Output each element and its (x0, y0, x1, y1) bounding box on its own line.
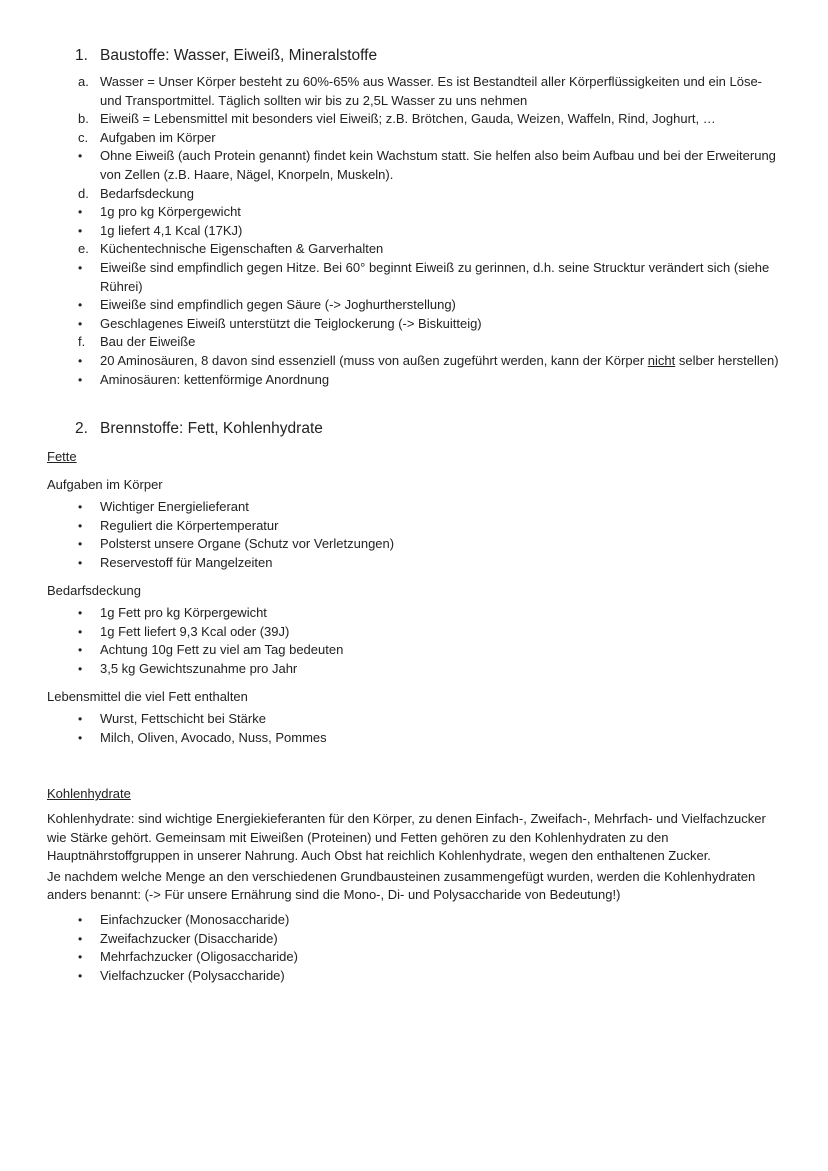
bullet-marker: • (78, 662, 83, 677)
list-item-text: Bau der Eiweiße (100, 334, 196, 350)
list-item (47, 73, 784, 110)
list-item-text: 1g Fett liefert 9,3 Kcal oder (39J) (100, 623, 290, 639)
bullet-marker: • (78, 712, 83, 727)
list-item-text: Reguliert die Körpertemperatur (100, 517, 279, 533)
list-item (47, 352, 784, 371)
list-item (47, 147, 784, 184)
list-item-text: Zweifachzucker (Disaccharide) (100, 930, 278, 946)
list-item (47, 259, 784, 296)
section-2-number: 2. (75, 420, 88, 438)
list-item-text: 1g Fett pro kg Körpergewicht (100, 605, 267, 621)
list-item-text: Bedarfsdeckung (100, 185, 194, 201)
section-1-heading (75, 46, 784, 66)
list-item (47, 185, 784, 204)
list-item-text: Eiweiß = Lebensmittel mit besonders viel Eiweiß; z.B. Brötchen, Gauda, Weizen, Waffeln, Rind, Joghurt, … (100, 111, 716, 127)
fette-bedarfsdeckung-list (47, 604, 784, 678)
section-1-list (47, 73, 784, 389)
list-item (47, 315, 784, 334)
list-item-text: Milch, Oliven, Avocado, Nuss, Pommes (100, 729, 327, 745)
fette-aufgaben-list (47, 498, 784, 572)
list-marker: e. (78, 241, 89, 257)
bullet-marker: • (78, 500, 83, 515)
bullet-marker: • (78, 223, 83, 238)
list-item (47, 554, 784, 573)
list-marker: c. (78, 129, 89, 145)
list-item (47, 930, 784, 949)
bullet-marker: • (78, 149, 83, 164)
list-item-text: Küchentechnische Eigenschaften & Garverhalten (100, 241, 384, 257)
bullet-marker: • (78, 316, 83, 331)
bullet-marker: • (78, 518, 83, 533)
group-label-bedarfsdeckung: Bedarfsdeckung (47, 582, 141, 598)
section-1-title: Baustoffe: Wasser, Eiweiß, Mineralstoffe (100, 47, 378, 64)
bullet-marker: • (78, 606, 83, 621)
list-item (47, 967, 784, 986)
text-segment: selber herstellen) (675, 352, 779, 368)
bullet-marker: • (78, 968, 83, 983)
bullet-marker: • (78, 353, 83, 368)
list-item (47, 517, 784, 536)
list-item (47, 333, 784, 352)
list-item (47, 498, 784, 517)
list-item-text: Achtung 10g Fett zu viel am Tag bedeuten (100, 642, 344, 658)
bullet-marker: • (78, 372, 83, 387)
list-item-text: Vielfachzucker (Polysaccharide) (100, 967, 285, 983)
list-item (47, 371, 784, 390)
text-segment: 20 Aminosäuren, 8 davon sind essenziell (muss von außen zugeführt werden, kann der Körper (100, 352, 648, 368)
list-item (47, 129, 784, 148)
list-item (47, 641, 784, 660)
kohlenhydrate-paragraph: Kohlenhydrate: sind wichtige Energiekieferanten für den Körper, zu denen Einfach-, Zweifach-, Mehrfach- und Vielfachzucker wie Stärke gehört. Gemeinsam mit Eiweißen (Proteinen) und Fetten gehören zu den Kohlenhydraten zu den Hauptnährstoffgruppen in unserer Nahrung. Auch Obst hat reichlich Kohlenhydrate, wegen den enthaltenen Zucker. (47, 811, 766, 864)
underlined-word: nicht (647, 352, 676, 368)
section-1-number: 1. (75, 47, 88, 64)
list-item (47, 623, 784, 642)
fette-lebensmittel-list (47, 710, 784, 747)
section-2-title: Brennstoffe: Fett, Kohlenhydrate (100, 420, 323, 438)
list-item-text: 3,5 kg Gewichtszunahme pro Jahr (100, 661, 298, 677)
kohlenhydrate-list (47, 911, 784, 985)
bullet-marker: • (78, 624, 83, 639)
list-item-text: Mehrfachzucker (Oligosaccharide) (100, 949, 298, 965)
list-marker: d. (78, 185, 89, 201)
list-item-text: Ohne Eiweiß (auch Protein genannt) findet kein Wachstum statt. Sie helfen also beim Aufbau und bei der Erweiterung von Zellen (z.B. Haare, Nägel, Knorpeln, Muskeln). (100, 148, 776, 182)
kohlenhydrate-paragraph: Je nachdem welche Menge an den verschiedenen Grundbausteinen zusammengefügt wurden, werden die Kohlenhydraten anders benannt: (-> Für unsere Ernährung sind die Mono-, Di- und Polysaccharide von Bedeutung!) (47, 868, 756, 903)
list-item (47, 604, 784, 623)
bullet-marker: • (78, 931, 83, 946)
list-item (47, 911, 784, 930)
list-item-text: Einfachzucker (Monosaccharide) (100, 911, 290, 927)
list-item-text: Aufgaben im Körper (100, 129, 216, 145)
bullet-marker: • (78, 298, 83, 313)
list-marker: b. (78, 111, 89, 127)
list-marker: a. (78, 74, 89, 89)
bullet-marker: • (78, 730, 83, 745)
list-item-text: Wichtiger Energielieferant (100, 499, 249, 515)
list-item (47, 203, 784, 222)
subheading-kohlenhydrate: Kohlenhydrate (47, 786, 131, 802)
group-label-lebensmittel: Lebensmittel die viel Fett enthalten (47, 688, 248, 704)
list-item-text: Eiweiße sind empfindlich gegen Säure (-> Joghurtherstellung) (100, 297, 456, 313)
list-item (47, 710, 784, 729)
list-item (47, 535, 784, 554)
list-item-text: Eiweiße sind empfindlich gegen Hitze. Bei 60° beginnt Eiweiß zu gerinnen, d.h. seine Strucktur verändert sich (siehe Rührei) (100, 259, 770, 294)
list-item-text: Wasser = Unser Körper besteht zu 60%-65% aus Wasser. Es ist Bestandteil aller Körperflüssigkeiten und ein Löse- und Transportmittel. Täglich sollten wir bis zu 2,5L Wasser zu uns nehmen (100, 74, 762, 108)
section-2-heading (75, 419, 784, 439)
list-item-text: 1g liefert 4,1 Kcal (17KJ) (100, 222, 243, 238)
list-item (47, 948, 784, 967)
bullet-marker: • (78, 205, 83, 220)
group-label-aufgaben: Aufgaben im Körper (47, 476, 163, 492)
list-item-text (100, 352, 784, 371)
list-marker: f. (78, 334, 86, 350)
bullet-marker: • (78, 912, 83, 927)
bullet-marker: • (78, 950, 83, 965)
bullet-marker: • (78, 643, 83, 658)
list-item (47, 660, 784, 679)
list-item (47, 222, 784, 241)
bullet-marker: • (78, 556, 83, 571)
subheading-fette: Fette (47, 449, 77, 465)
bullet-marker: • (78, 260, 83, 275)
list-item (47, 110, 784, 129)
list-item (47, 240, 784, 259)
bullet-marker: • (78, 537, 83, 552)
list-item-text: Wurst, Fettschicht bei Stärke (100, 711, 266, 727)
list-item-text: 1g pro kg Körpergewicht (100, 204, 241, 220)
list-item (47, 296, 784, 315)
list-item-text: Reservestoff für Mangelzeiten (100, 555, 273, 571)
list-item-text: Geschlagenes Eiweiß unterstützt die Teiglockerung (-> Biskuitteig) (100, 315, 482, 331)
list-item (47, 729, 784, 748)
list-item-text: Polsterst unsere Organe (Schutz vor Verletzungen) (100, 536, 395, 552)
list-item-text: Aminosäuren: kettenförmige Anordnung (100, 371, 330, 387)
